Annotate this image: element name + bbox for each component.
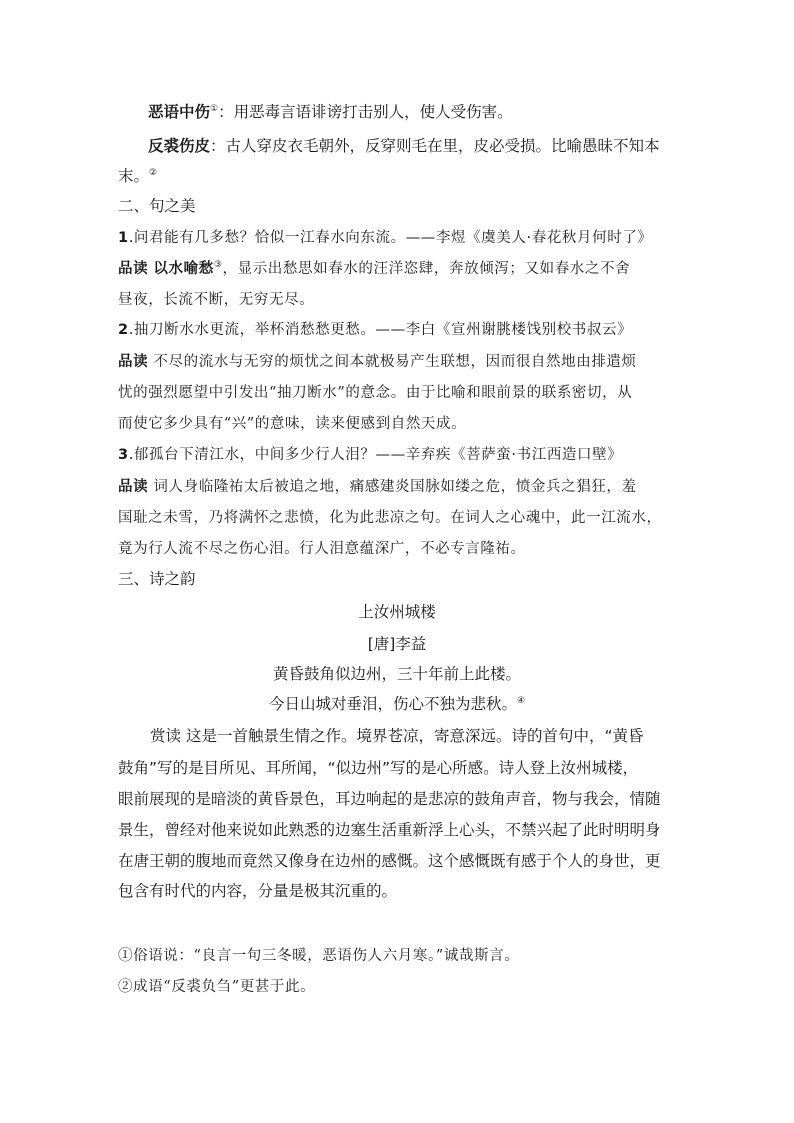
section-heading: 三、诗之韵 — [118, 570, 196, 588]
footnote-ref: ③ — [213, 260, 223, 271]
reading-label: 品读 — [118, 479, 149, 495]
footnote-ref: ④ — [516, 695, 526, 706]
poem-line-2 — [0, 694, 794, 714]
reading-label: 品读 — [118, 261, 149, 277]
idiom-line-1 — [148, 102, 708, 122]
quote-text: .抽刀断水水更流，举杯消愁愁更愁。——李白《宣州谢朓楼饯别校书叔云》 — [128, 322, 633, 338]
footnote-ref: ② — [149, 167, 158, 178]
quote-2 — [118, 320, 678, 340]
reading-3-line-3: 竟为行人流不尽之伤心泪。行人泪意蕴深广，不必专言隆祐。 — [118, 541, 526, 557]
reading-3-line-2: 国耻之未雪，乃将满怀之悲愤，化为此悲凉之句。在词人之心魂中，此一江流水， — [118, 510, 662, 526]
reading-lead: 以水喻愁 — [153, 261, 214, 277]
appreciation-line-1 — [150, 726, 710, 746]
idiom-definition: 末。 — [118, 167, 150, 185]
reading-2-line-2: 忧的强烈愿望中引发出“抽刀断水”的意念。由于比喻和眼前景的联系密切，从 — [118, 385, 633, 401]
idiom-definition: ：古人穿皮衣毛朝外，反穿则毛在里，皮必受损。比喻愚昧不知本 — [210, 137, 660, 155]
reading-text: 词人身临隆祐太后被追之地，痛感建炎国脉如缕之危，愤金兵之猖狂，羞 — [153, 479, 637, 495]
reading-text: 不尽的流水与无穷的烦忧之间本就极易产生联想，因而很自然地由排遣烦 — [153, 354, 637, 370]
item-number: 2 — [118, 322, 129, 338]
reading-label: 品读 — [118, 354, 149, 370]
reading-1-line-2: 昼夜，长流不断，无穷无尽。 — [118, 292, 315, 308]
section-heading: 二、句之美 — [118, 197, 196, 215]
appreciation-label: 赏读 — [150, 727, 182, 745]
quote-1 — [118, 228, 678, 248]
appreciation-line-6: 包含有时代的内容，分量是极其沉重的。 — [118, 882, 398, 900]
quote-text: .郁孤台下清江水，中间多少行人泪？——辛弃疾《菩萨蛮·书江西造口壁》 — [128, 447, 623, 463]
reading-text: ，显示出愁思如春水的汪洋恣肆，奔放倾泻；又如春水之不舍 — [222, 261, 631, 277]
quote-3 — [118, 445, 678, 465]
appreciation-line-2: 鼓角”写的是目所见、耳所闻，“似边州”写的是心所感。诗人登上汝州城楼， — [118, 759, 639, 777]
item-number: 3 — [118, 447, 129, 463]
reading-1-line-1 — [118, 259, 678, 279]
footnote-ref: ① — [210, 103, 219, 114]
poem-author: [唐]李益 — [367, 635, 427, 653]
idiom-line-2 — [148, 136, 674, 156]
idiom-term: 恶语中伤 — [148, 103, 211, 121]
idiom-definition: ：用恶毒言语诽谤打击别人，使人受伤害。 — [218, 103, 513, 121]
poem-text: 今日山城对垂泪，伤心不独为悲秋。 — [268, 695, 517, 713]
reading-2-line-3: 而使它多少具有“兴”的意味，读来便感到自然天成。 — [118, 416, 467, 432]
idiom-term: 反裘伤皮 — [148, 137, 211, 155]
footnote-1: ①俗语说：“良言一句三冬暖，恶语伤人六月寒。”诚哉斯言。 — [118, 948, 520, 964]
poem-line-1: 黄昏鼓角似边州，三十年前上此楼。 — [272, 665, 521, 683]
appreciation-line-5: 在唐王朝的腹地而竟然又像身在边州的感慨。这个感慨既有感于个人的身世，更 — [118, 852, 661, 870]
reading-3-line-1 — [118, 477, 678, 497]
appreciation-line-4: 景生，曾经对他来说如此熟悉的边塞生活重新浮上心头，不禁兴起了此时明明身 — [118, 821, 661, 839]
reading-2-line-1 — [118, 352, 678, 372]
appreciation-line-3: 眼前展现的是暗淡的黄昏景色，耳边响起的是悲凉的鼓角声音，物与我会，情随 — [118, 790, 661, 808]
appreciation-text: 这是一首触景生情之作。境界苍凉，寄意深远。诗的首句中，“黄昏 — [185, 727, 644, 745]
poem-title: 上汝州城楼 — [358, 603, 436, 621]
item-number: 1 — [118, 230, 129, 246]
footnote-2: ②成语“反裘负刍”更甚于此。 — [118, 979, 316, 995]
idiom-line-3 — [118, 166, 678, 186]
quote-text: .问君能有几多愁？恰似一江春水向东流。——李煜《虞美人·春花秋月何时了》 — [128, 230, 653, 246]
